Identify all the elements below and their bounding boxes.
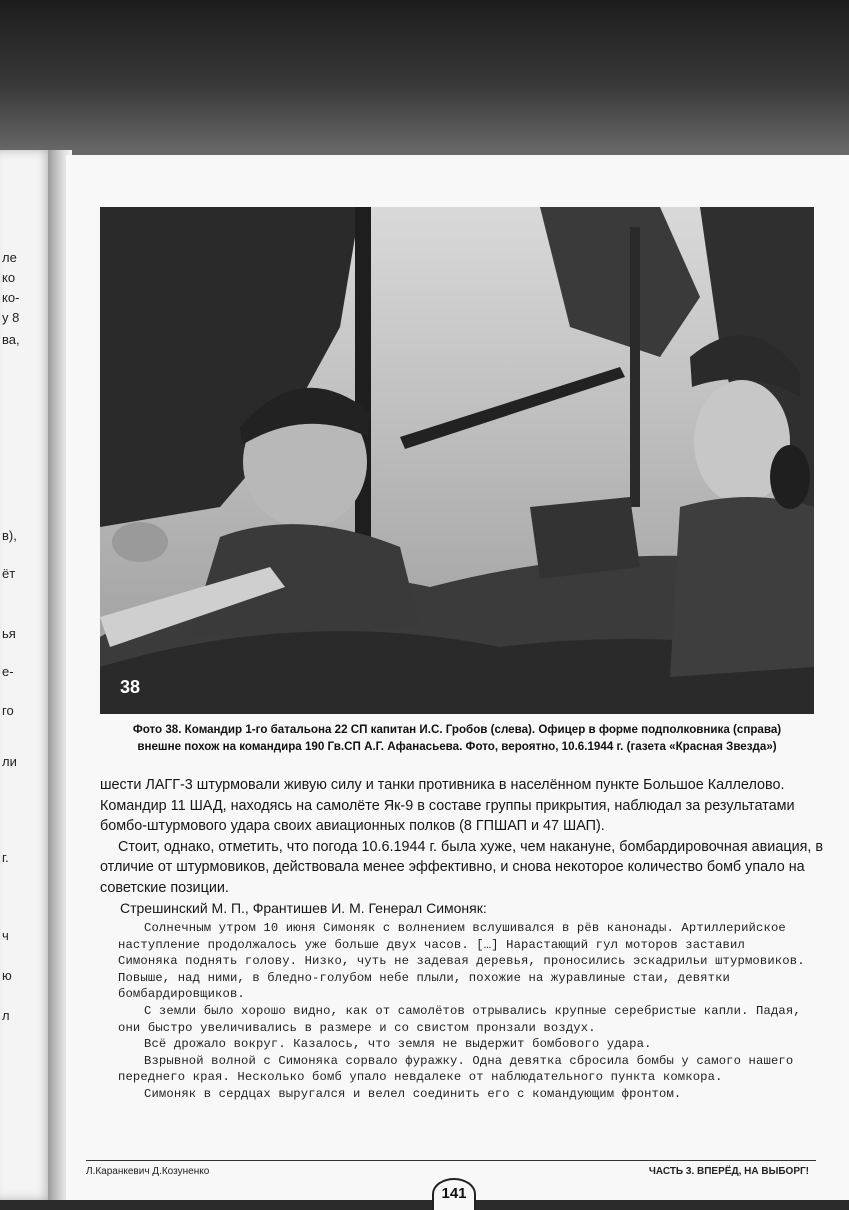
quote-source: Стрешинский М. П., Франтишев И. М. Генерал Симоняк: <box>120 900 487 916</box>
quote-paragraph: Взрывной волной с Симоняка сорвало фуражку. Одна девятка сбросила бомбы у самого нашего переднего края. Несколько бомб упало невдалеке от наблюдательного пункта комкора. <box>118 1053 794 1085</box>
quote-paragraph: Солнечным утром 10 июня Симоняк с волнением вслушивался в рёв канонады. Артиллерийское наступление продолжалось уже больше двух часов. […] Нарастающий гул моторов заставил Симоняка поднять голову. Низко, чуть не задевая деревья, проносились эскадрильи штурмовиков. Повыше, над ними, в бледно-голубом небе плыли, похожие на журавлиные стаи, девятки бомбардировщиков. <box>118 921 805 1002</box>
photo-caption <box>100 721 814 755</box>
left-page-fragment: ле <box>2 250 17 265</box>
body-paragraph: Стоит, однако, отметить, что погода 10.6.1944 г. была хуже, чем накануне, бомбардировочная авиация, в отличие от штурмовиков, действовала менее эффективно, и снова некоторое количество бомб упало на советские позиции. <box>100 838 824 896</box>
left-page-fragment: ва, <box>2 332 20 347</box>
left-page-fragment: го <box>2 703 14 718</box>
body-paragraph: шести ЛАГГ-3 штурмовали живую силу и танки противника в населённом пункте Большое Каллелово. Командир 11 ШАД, находясь на самолёте Як-9 в составе группы прикрытия, наблюдал за результатами бомбо-штурмового удара своих авиационных полков (8 ГПШАП и 47 ШАП). <box>100 777 795 834</box>
left-page-fragment: у 8 <box>2 310 20 325</box>
page-number: 141 <box>432 1178 476 1210</box>
left-page-fragment: ёт <box>2 566 16 581</box>
scan-background <box>0 0 849 160</box>
left-page-fragment: г. <box>2 850 9 865</box>
left-page-fragment: ч <box>2 928 9 943</box>
historical-photo <box>100 207 814 714</box>
body-text <box>100 775 840 898</box>
photo-illustration <box>100 207 814 714</box>
footer-divider <box>86 1160 816 1161</box>
quote-paragraph: С земли было хорошо видно, как от самолётов отрывались крупные серебристые капли. Падая, они быстро увеличивались в размере и со свистом пронзали воздух. <box>118 1003 801 1035</box>
caption-line: внешне похож на командира 190 Гв.СП А.Г. Афанасьева. Фото, вероятно, 10.6.1944 г. (газета «Красная Звезда») <box>137 740 777 753</box>
footer-section: ЧАСТЬ 3. ВПЕРЁД, НА ВЫБОРГ! <box>648 1166 809 1177</box>
footer-authors: Л.Каранкевич Д.Козуненко <box>86 1166 210 1177</box>
left-page-fragment: ко- <box>2 290 20 305</box>
left-page-fragment: ли <box>2 754 17 769</box>
left-page-edge <box>0 150 52 1200</box>
left-page-fragment: ю <box>2 968 12 983</box>
caption-line: Фото 38. Командир 1-го батальона 22 СП капитан И.С. Гробов (слева). Офицер в форме подполковника (справа) <box>132 723 782 736</box>
quote-paragraph: Всё дрожало вокруг. Казалось, что земля не выдержит бомбового удара. <box>144 1037 652 1052</box>
quote-paragraph: Симоняк в сердцах выругался и велел соединить его с командующим фронтом. <box>144 1086 682 1101</box>
left-page-fragment: ья <box>2 626 16 641</box>
quote-block <box>118 920 808 1103</box>
left-page-fragment: в), <box>2 528 17 543</box>
left-page-fragment: е- <box>2 664 14 679</box>
left-page-fragment: л <box>2 1008 10 1023</box>
left-page-fragment: ко <box>2 270 16 285</box>
photo-number: 38 <box>120 677 141 697</box>
